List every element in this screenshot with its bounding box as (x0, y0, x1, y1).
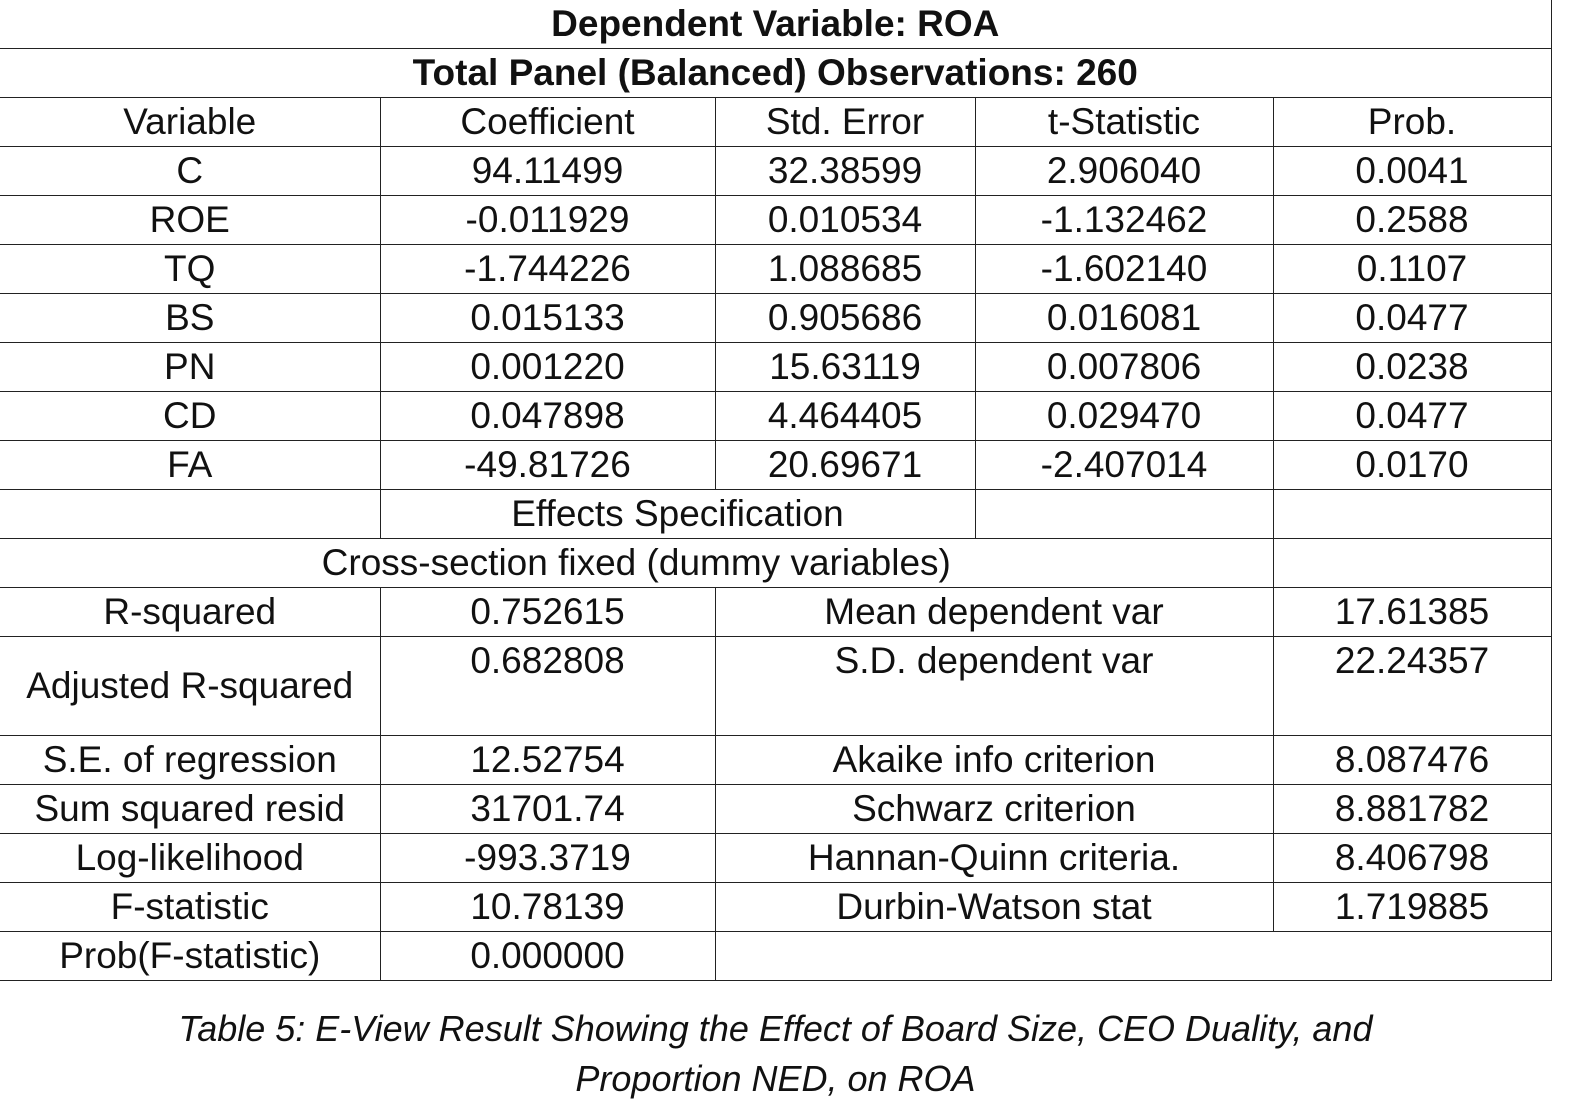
stat-value: 0.682808 (380, 637, 715, 736)
t-statistic-cell: 0.007806 (975, 343, 1273, 392)
coefficient-cell: 0.015133 (380, 294, 715, 343)
std-error-cell: 0.905686 (715, 294, 975, 343)
t-statistic-cell: -1.602140 (975, 245, 1273, 294)
stats-row (0, 785, 1551, 834)
std-error-cell: 15.63119 (715, 343, 975, 392)
std-error-cell: 4.464405 (715, 392, 975, 441)
stat-label-2: S.D. dependent var (715, 637, 1273, 736)
std-error-cell: 1.088685 (715, 245, 975, 294)
variable-cell: ROE (0, 196, 380, 245)
stats-row (0, 637, 1551, 736)
empty-cell (1273, 490, 1551, 539)
stat-value: 31701.74 (380, 785, 715, 834)
dependent-variable-title: Dependent Variable: ROA (0, 0, 1551, 49)
header-std-error: Std. Error (715, 98, 975, 147)
empty-cell (715, 932, 1551, 981)
std-error-cell: 32.38599 (715, 147, 975, 196)
header-t-statistic: t-Statistic (975, 98, 1273, 147)
coefficient-cell: 0.047898 (380, 392, 715, 441)
caption-line-2: Proportion NED, on ROA (575, 1058, 976, 1099)
t-statistic-cell: -2.407014 (975, 441, 1273, 490)
table-row (0, 392, 1551, 441)
stat-value: -993.3719 (380, 834, 715, 883)
table-row (0, 294, 1551, 343)
std-error-cell: 0.010534 (715, 196, 975, 245)
table-row (0, 343, 1551, 392)
cross-section-label: Cross-section fixed (dummy variables) (0, 539, 1273, 588)
header-coefficient: Coefficient (380, 98, 715, 147)
prob-cell: 0.0041 (1273, 147, 1551, 196)
prob-cell: 0.0170 (1273, 441, 1551, 490)
cross-section-row (0, 539, 1551, 588)
t-statistic-cell: -1.132462 (975, 196, 1273, 245)
stat-label: S.E. of regression (0, 736, 380, 785)
stat-value-2: 8.087476 (1273, 736, 1551, 785)
stat-value-2: 22.24357 (1273, 637, 1551, 736)
prob-cell: 0.1107 (1273, 245, 1551, 294)
empty-cell (0, 490, 380, 539)
variable-cell: FA (0, 441, 380, 490)
std-error-cell: 20.69671 (715, 441, 975, 490)
stats-row (0, 834, 1551, 883)
t-statistic-cell: 2.906040 (975, 147, 1273, 196)
prob-cell: 0.0477 (1273, 294, 1551, 343)
variable-cell: BS (0, 294, 380, 343)
stats-row (0, 883, 1551, 932)
stat-label-2: Mean dependent var (715, 588, 1273, 637)
stat-value: 0.752615 (380, 588, 715, 637)
stat-value: 10.78139 (380, 883, 715, 932)
stat-label: F-statistic (0, 883, 380, 932)
variable-cell: TQ (0, 245, 380, 294)
coefficient-cell: 94.11499 (380, 147, 715, 196)
stat-label-2: Schwarz criterion (715, 785, 1273, 834)
effects-specification-label: Effects Specification (380, 490, 975, 539)
stat-value-2: 17.61385 (1273, 588, 1551, 637)
stat-label: Sum squared resid (0, 785, 380, 834)
table-row (0, 245, 1551, 294)
stat-label-2: Durbin-Watson stat (715, 883, 1273, 932)
stat-label-2: Hannan-Quinn criteria. (715, 834, 1273, 883)
empty-cell (1273, 539, 1551, 588)
stats-row (0, 588, 1551, 637)
stat-label: Prob(F-statistic) (0, 932, 380, 981)
table-row (0, 441, 1551, 490)
effects-specification-row (0, 490, 1551, 539)
stats-row (0, 736, 1551, 785)
stat-value-2: 1.719885 (1273, 883, 1551, 932)
t-statistic-cell: 0.016081 (975, 294, 1273, 343)
empty-cell (975, 490, 1273, 539)
coefficient-cell: 0.001220 (380, 343, 715, 392)
stats-row (0, 932, 1551, 981)
stat-value: 0.000000 (380, 932, 715, 981)
table-title-row (0, 0, 1551, 49)
coefficient-cell: -49.81726 (380, 441, 715, 490)
table-caption (0, 1004, 1551, 1104)
table-row (0, 147, 1551, 196)
prob-cell: 0.0477 (1273, 392, 1551, 441)
stat-label: Log-likelihood (0, 834, 380, 883)
stat-label-2: Akaike info criterion (715, 736, 1273, 785)
t-statistic-cell: 0.029470 (975, 392, 1273, 441)
variable-cell: PN (0, 343, 380, 392)
stat-value: 12.52754 (380, 736, 715, 785)
table-subtitle-row (0, 49, 1551, 98)
variable-cell: C (0, 147, 380, 196)
header-prob: Prob. (1273, 98, 1551, 147)
coefficient-cell: -0.011929 (380, 196, 715, 245)
prob-cell: 0.0238 (1273, 343, 1551, 392)
stat-label: Adjusted R-squared (0, 637, 380, 736)
stat-label: R-squared (0, 588, 380, 637)
observations-subtitle: Total Panel (Balanced) Observations: 260 (0, 49, 1551, 98)
stat-value-2: 8.406798 (1273, 834, 1551, 883)
stat-value-2: 8.881782 (1273, 785, 1551, 834)
header-variable: Variable (0, 98, 380, 147)
coefficient-cell: -1.744226 (380, 245, 715, 294)
prob-cell: 0.2588 (1273, 196, 1551, 245)
variable-cell: CD (0, 392, 380, 441)
caption-line-1: Table 5: E-View Result Showing the Effect of Board Size, CEO Duality, and (178, 1008, 1373, 1049)
header-row (0, 98, 1551, 147)
table-row (0, 196, 1551, 245)
